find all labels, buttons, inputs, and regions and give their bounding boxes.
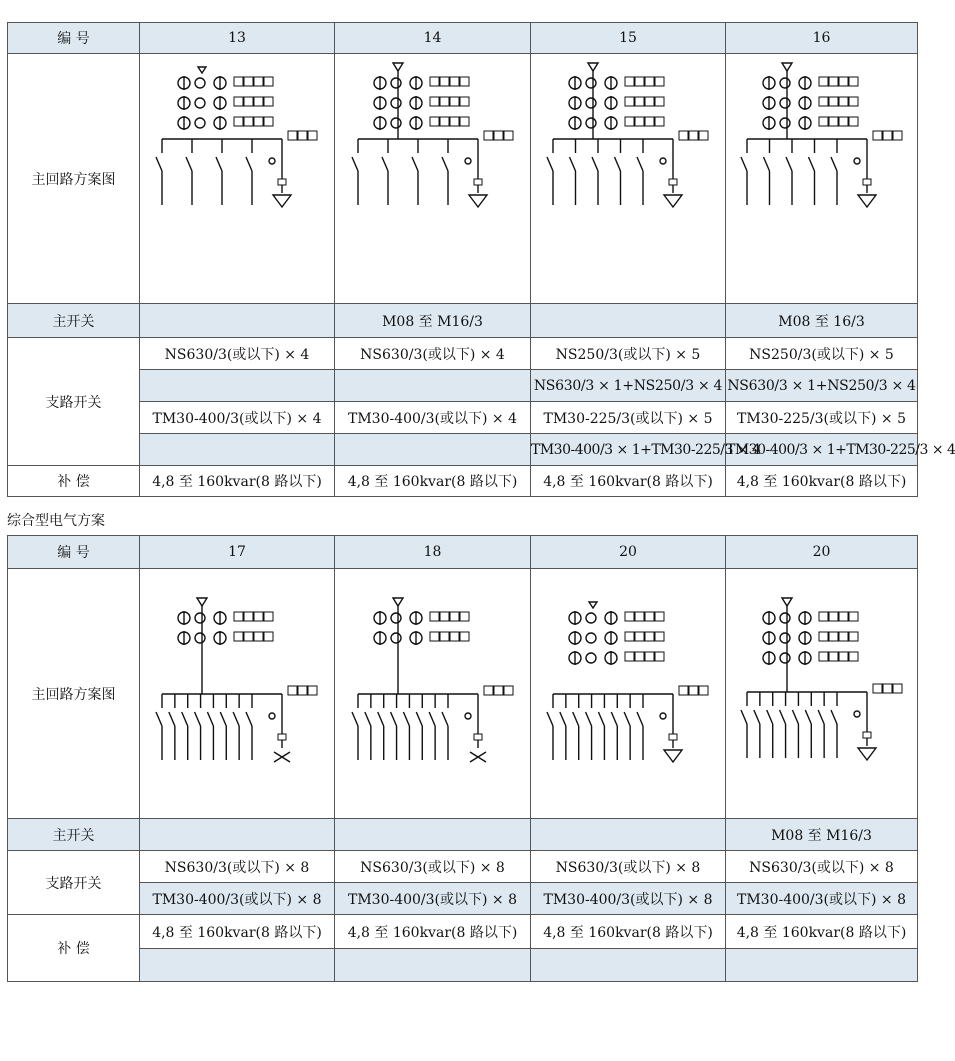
main-switch-label: 主开关 — [8, 304, 140, 338]
branch-value: TM30-225/3(或以下) × 5 — [531, 402, 726, 434]
scheme-number: 16 — [726, 23, 918, 54]
branch-value: TM30-400/3 × 1+TM30-225/3 × 4 — [726, 434, 918, 466]
branch-row — [8, 851, 918, 883]
diagram-row — [8, 569, 918, 819]
single-line-diagram — [533, 574, 723, 814]
number-row — [8, 536, 918, 569]
branch-value — [140, 434, 335, 466]
main-switch-value — [531, 819, 726, 851]
branch-switch-label: 支路开关 — [8, 851, 140, 915]
scheme-number: 20 — [531, 536, 726, 569]
branch-row — [8, 338, 918, 370]
branch-value: NS630/3(或以下) × 8 — [335, 851, 531, 883]
compensation-label: 补 偿 — [8, 915, 140, 982]
scheme-number: 15 — [531, 23, 726, 54]
compensation-blank-row — [8, 949, 918, 982]
branch-value: TM30-400/3(或以下) × 8 — [335, 883, 531, 915]
branch-value: NS630/3(或以下) × 4 — [335, 338, 531, 370]
circuit-diagram-16 — [726, 54, 918, 304]
single-line-diagram — [338, 59, 528, 299]
branch-row — [8, 402, 918, 434]
diagram-row — [8, 54, 918, 304]
scheme-number: 18 — [335, 536, 531, 569]
main-switch-value: M08 至 M16/3 — [335, 304, 531, 338]
compensation-value: 4,8 至 160kvar(8 路以下) — [531, 466, 726, 497]
scheme-number: 20 — [726, 536, 918, 569]
compensation-value: 4,8 至 160kvar(8 路以下) — [140, 915, 335, 949]
single-line-diagram — [533, 59, 723, 299]
branch-value: NS630/3(或以下) × 8 — [726, 851, 918, 883]
compensation-label: 补 偿 — [8, 466, 140, 497]
compensation-row — [8, 466, 918, 497]
main-switch-label: 主开关 — [8, 819, 140, 851]
compensation-value: 4,8 至 160kvar(8 路以下) — [335, 915, 531, 949]
branch-value: NS250/3(或以下) × 5 — [726, 338, 918, 370]
main-switch-value — [140, 819, 335, 851]
single-line-diagram — [338, 574, 528, 814]
scheme-number: 14 — [335, 23, 531, 54]
diagram-label: 主回路方案图 — [8, 54, 140, 304]
scheme-table-2 — [7, 535, 918, 982]
compensation-row — [8, 915, 918, 949]
circuit-diagram-13 — [140, 54, 335, 304]
branch-value: NS630/3(或以下) × 4 — [140, 338, 335, 370]
main-switch-value — [335, 819, 531, 851]
branch-value: NS630/3(或以下) × 8 — [531, 851, 726, 883]
branch-value: TM30-400/3 × 1+TM30-225/3 × 4 — [531, 434, 726, 466]
compensation-value: 4,8 至 160kvar(8 路以下) — [140, 466, 335, 497]
number-label: 编 号 — [8, 536, 140, 569]
branch-switch-label: 支路开关 — [8, 338, 140, 466]
single-line-diagram — [142, 59, 332, 299]
compensation-value: 4,8 至 160kvar(8 路以下) — [335, 466, 531, 497]
branch-value: TM30-400/3(或以下) × 8 — [140, 883, 335, 915]
branch-value — [335, 434, 531, 466]
single-line-diagram — [727, 574, 917, 814]
single-line-diagram — [142, 574, 332, 814]
branch-value: NS250/3(或以下) × 5 — [531, 338, 726, 370]
branch-value: NS630/3 × 1+NS250/3 × 4 — [726, 370, 918, 402]
circuit-diagram-14 — [335, 54, 531, 304]
branch-value — [335, 370, 531, 402]
diagram-label: 主回路方案图 — [8, 569, 140, 819]
compensation-value: 4,8 至 160kvar(8 路以下) — [726, 915, 918, 949]
main-switch-value: M08 至 M16/3 — [726, 819, 918, 851]
branch-row — [8, 883, 918, 915]
single-line-diagram — [727, 59, 917, 299]
scheme-table-1 — [7, 22, 955, 497]
main-switch-row — [8, 819, 918, 851]
circuit-diagram-15 — [531, 54, 726, 304]
branch-value: TM30-225/3(或以下) × 5 — [726, 402, 918, 434]
branch-value: TM30-400/3(或以下) × 4 — [140, 402, 335, 434]
branch-value: TM30-400/3(或以下) × 8 — [726, 883, 918, 915]
branch-row — [8, 370, 918, 402]
scheme-number: 13 — [140, 23, 335, 54]
main-switch-value — [140, 304, 335, 338]
circuit-diagram-20b — [726, 569, 918, 819]
branch-value: NS630/3(或以下) × 8 — [140, 851, 335, 883]
main-switch-row — [8, 304, 918, 338]
circuit-diagram-17 — [140, 569, 335, 819]
branch-value: TM30-400/3(或以下) × 8 — [531, 883, 726, 915]
branch-value — [140, 370, 335, 402]
compensation-value: 4,8 至 160kvar(8 路以下) — [531, 915, 726, 949]
branch-value: TM30-400/3(或以下) × 4 — [335, 402, 531, 434]
branch-value: NS630/3 × 1+NS250/3 × 4 — [531, 370, 726, 402]
branch-row — [8, 434, 918, 466]
scheme-number: 17 — [140, 536, 335, 569]
section-title: 综合型电气方案 — [7, 513, 105, 529]
circuit-diagram-20a — [531, 569, 726, 819]
circuit-diagram-18 — [335, 569, 531, 819]
number-row — [8, 23, 918, 54]
main-switch-value: M08 至 16/3 — [726, 304, 918, 338]
main-switch-value — [531, 304, 726, 338]
number-label: 编 号 — [8, 23, 140, 54]
compensation-value: 4,8 至 160kvar(8 路以下) — [726, 466, 918, 497]
